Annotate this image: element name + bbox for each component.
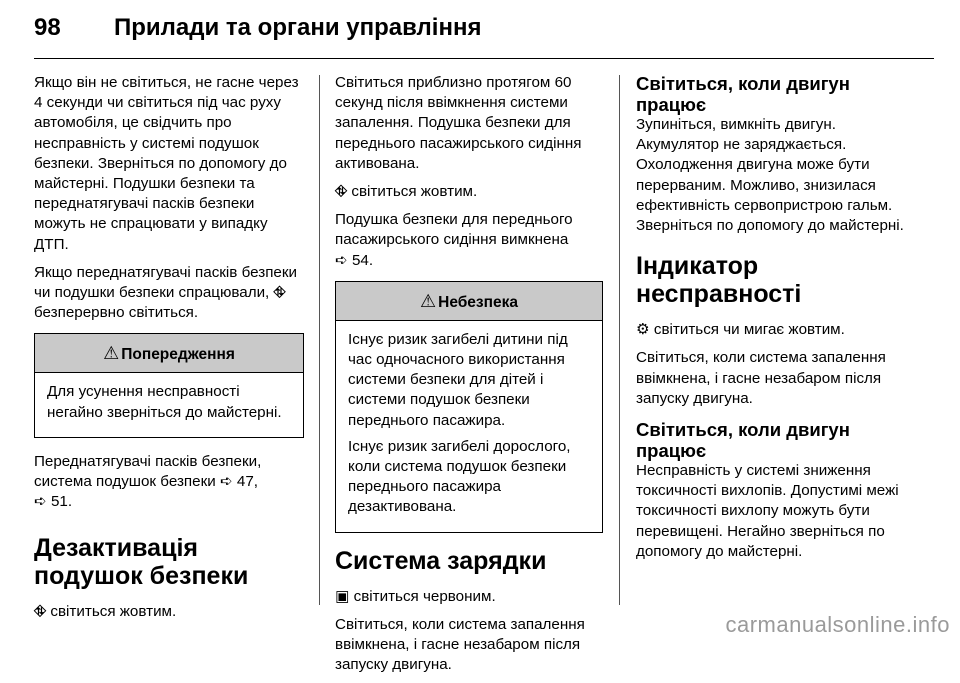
warning-box-body <box>35 373 303 436</box>
page-title: Прилади та органи управління <box>114 14 482 41</box>
paragraph: Подушка безпеки для переднього пасажирського сидіння вимкнена ➪ 54. <box>335 211 573 269</box>
paragraph: Несправність у системі зниження токсичності вихлопів. Допустимі межі токсичності вихлопу можуть бути перевищені. Негайно зверніться по допомогу до майстерні. <box>636 462 899 560</box>
page-reference[interactable]: 54. <box>351 251 374 269</box>
reference-arrow-icon: ➪ <box>335 251 348 269</box>
danger-text: Існує ризик загибелі дитини під час одночасного використання системи безпеки для дітей і системи подушок безпеки переднього пасажира. <box>348 330 568 429</box>
paragraph: Світиться, коли система запалення ввімкнена, і гасне незабаром після запуску двигуна. <box>636 349 886 407</box>
section-heading: Система зарядки <box>335 546 547 575</box>
column-divider-2 <box>619 75 620 605</box>
danger-box-header: ⚠ Небезпека <box>336 282 602 321</box>
section-heading: Дезактивація подушок безпеки <box>34 534 249 591</box>
reference-arrow-icon: ➪ <box>219 473 233 491</box>
warning-triangle-icon: ⚠ <box>103 343 120 364</box>
page-number: 98 <box>34 14 61 41</box>
paragraph: ⛗ світиться жовтим. <box>335 182 603 202</box>
airbag-off-icon: ⛗ <box>34 603 47 621</box>
column-1 <box>34 73 304 631</box>
column-3 <box>636 73 906 570</box>
danger-box-body <box>336 321 602 532</box>
page-reference[interactable]: 47, <box>236 473 259 491</box>
warning-box-header: ⚠ Попередження <box>35 334 303 373</box>
paragraph: Зупиніться, вимкніть двигун. Акумулятор не заряджається. Охолодження двигуна може бути перерваним. Можливо, знизилася ефективність сервопристрою гальм. Зверніться по допомогу до майстерні. <box>636 116 904 235</box>
column-divider-1 <box>319 75 320 605</box>
danger-box <box>335 281 603 533</box>
airbag-icon: ⛗ <box>335 183 348 201</box>
page-reference[interactable]: 51. <box>50 493 73 511</box>
warning-triangle-icon: ⚠ <box>419 290 437 311</box>
battery-icon: ▣ <box>335 587 350 605</box>
paragraph: ⚙ світиться чи мигає жовтим. <box>636 320 906 340</box>
paragraph: Якщо переднатягувачі пасків безпеки чи подушки безпеки спрацювали, ⛗ безперервно світиться. <box>34 263 297 322</box>
paragraph: Світиться, коли система запалення ввімкнена, і гасне незабаром після запуску двигуна. <box>335 615 585 674</box>
paragraph: Світиться приблизно протягом 60 секунд після ввімкнення системи запалення. Подушка безпеки для переднього пасажирського сидіння активована. <box>335 74 582 172</box>
subsection-heading: Світиться, коли двигун працює <box>636 419 850 462</box>
warning-box <box>34 333 304 437</box>
column-2 <box>335 73 603 683</box>
watermark: carmanualsonline.info <box>725 612 950 637</box>
header-divider <box>34 58 934 59</box>
airbag-icon: ⛗ <box>273 284 286 302</box>
page-header <box>34 14 481 54</box>
paragraph: Якщо він не світиться, не гасне через 4 секунди чи світиться під час руху автомобіля, це свідчить про несправність у системі подушок безпеки. Зверніться по допомогу до майстерні. Подушки безпеки та переднатягувачі пасків безпеки можуть не спрацювати у випадку ДТП. <box>34 74 299 253</box>
warning-text: Для усунення несправності негайно зверніться до майстерні. <box>47 383 282 421</box>
paragraph: ▣ світиться червоним. <box>335 587 603 607</box>
section-heading: Індикатор несправності <box>636 252 802 309</box>
paragraph: Переднатягувачі пасків безпеки, система подушок безпеки ➪ 47, ➪ 51. <box>34 452 262 511</box>
reference-arrow-icon: ➪ <box>34 493 47 511</box>
paragraph: ⛗ світиться жовтим. <box>34 602 304 622</box>
engine-check-icon: ⚙ <box>636 321 650 339</box>
danger-text: Існує ризик загибелі дорослого, коли система подушок безпеки переднього пасажира дезактивована. <box>348 437 571 516</box>
subsection-heading: Світиться, коли двигун працює <box>636 73 850 115</box>
